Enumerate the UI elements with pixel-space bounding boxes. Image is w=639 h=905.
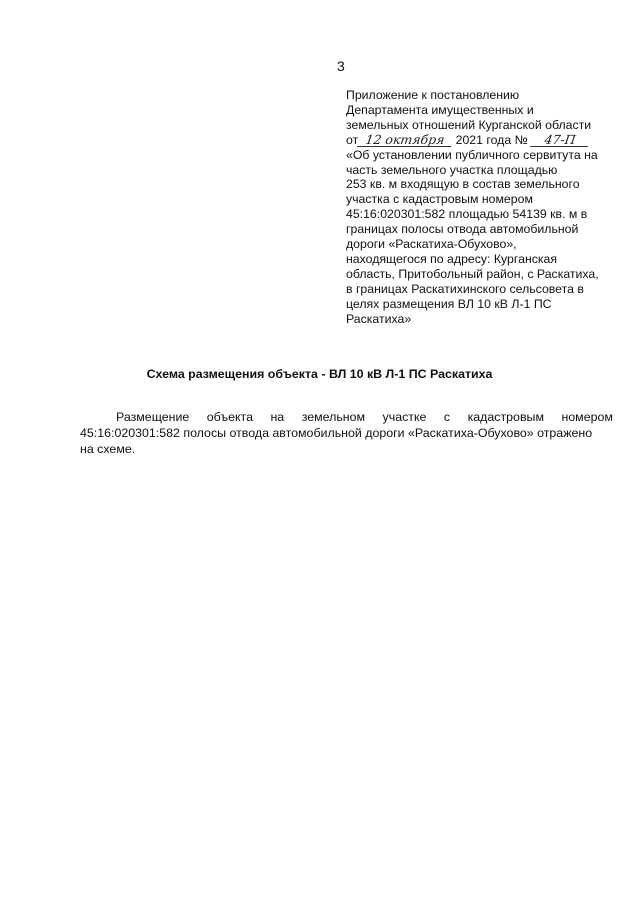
document-title: Схема размещения объекта - ВЛ 10 кВ Л-1 ПС Раскатиха [146, 367, 493, 381]
appendix-body-line: дороги «Раскатиха-Обухово», [346, 237, 517, 252]
paragraph-word: на [270, 410, 285, 424]
year-text: 2021 года № [455, 132, 528, 147]
appendix-body-line: границах полосы отвода автомобильной [346, 222, 579, 237]
appendix-body-line: Раскатиха» [346, 311, 412, 326]
appendix-body-line: часть земельного участка площадью [346, 162, 558, 177]
paragraph-word: земельном [301, 410, 366, 424]
appendix-line: Департамента имущественных и [346, 102, 534, 117]
handwritten-number: 47-П [530, 134, 590, 147]
appendix-body-line: целях размещения ВЛ 10 кВ Л-1 ПС [346, 296, 552, 311]
page-number: 3 [337, 58, 345, 74]
appendix-body-line: 45:16:020301:582 площадью 54139 кв. м в [346, 207, 588, 222]
appendix-body-line: «Об установлении публичного сервитута на [346, 147, 598, 162]
paragraph-line-2: 45:16:020301:582 полосы отвода автомобильной дороги «Раскатиха-Обухово» отражено [80, 426, 593, 440]
appendix-body-line: в границах Раскатихинского сельсовета в [346, 281, 584, 296]
paragraph-word: Размещение [116, 410, 190, 424]
appendix-line: земельных отношений Курганской области [346, 117, 592, 132]
appendix-body-line: находящегося по адресу: Курганская [346, 251, 558, 266]
appendix-line: Приложение к постановлению [346, 88, 520, 102]
body-paragraph [80, 409, 613, 457]
appendix-header [346, 88, 621, 327]
handwritten-date: 12 октября [357, 134, 453, 147]
paragraph-word: участке [382, 410, 427, 424]
appendix-body-line: 253 кв. м входящую в состав земельного [346, 177, 580, 192]
paragraph-word: кадастровым [467, 410, 544, 424]
paragraph-line-1 [80, 409, 613, 425]
from-prefix: от [346, 132, 359, 147]
paragraph-word: с [443, 410, 451, 424]
appendix-date-line [346, 133, 621, 148]
appendix-body-line: область, Притобольный район, с Раскатиха, [346, 266, 599, 281]
appendix-body-line: участка с кадастровым номером [346, 192, 533, 207]
paragraph-word: номером [561, 410, 613, 424]
paragraph-word: объекта [206, 410, 253, 424]
paragraph-line-3: на схеме. [80, 442, 136, 456]
